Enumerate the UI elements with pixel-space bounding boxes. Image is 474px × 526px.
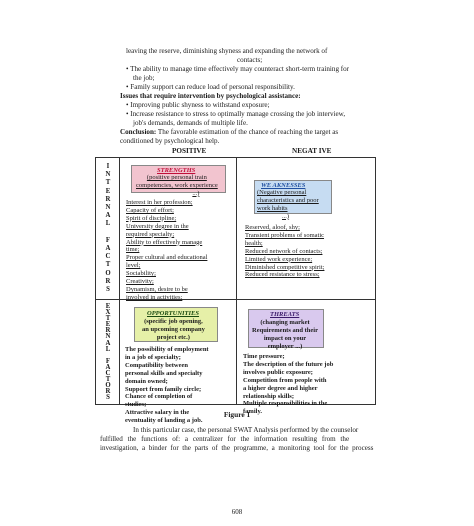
- threats-item: a higher degree and higher: [243, 384, 318, 392]
- internal-factors-letter: O: [105, 269, 111, 277]
- strengths-desc-3: ...): [192, 189, 200, 197]
- strengths-desc-2: competencies, work experience: [136, 181, 218, 189]
- footer-line-2: fulfilled the functions of: a centralizer for the information resulting from the: [100, 435, 350, 443]
- opportunities-item: Chance of completion of: [125, 393, 193, 401]
- negative-header: NEGAT IVE: [292, 147, 332, 155]
- internal-factors-letter: L: [105, 220, 111, 228]
- conclusion-line-1: [120, 128, 338, 137]
- opportunities-item: eventuality of landing a job.: [125, 417, 203, 425]
- strengths-item: time;: [126, 246, 140, 254]
- threats-desc-4: employer ...): [267, 342, 303, 350]
- weaknesses-desc-1: (Negative personal: [257, 189, 307, 196]
- issue-line-2: • Increase resistance to stress to optimally manage crossing the job interview,: [126, 110, 346, 118]
- strengths-list: [126, 199, 207, 302]
- weaknesses-title: WE AKNESSES: [261, 182, 306, 189]
- external-factors-letter: T: [105, 376, 111, 384]
- threats-desc-2: Requirements and their: [252, 326, 318, 334]
- opportunities-item: personal skills and specialty: [125, 369, 203, 377]
- external-factors-letter: F: [105, 357, 111, 365]
- issue-line-3: job's demands, demands of multiple life.: [133, 119, 248, 127]
- threats-item: involves public exposure;: [243, 368, 313, 376]
- strengths-title: STRENGTHS: [157, 167, 196, 174]
- strengths-item: Proper cultural and educational: [126, 254, 208, 262]
- threats-item: relationship skills;: [243, 392, 294, 400]
- internal-factors-letter: N: [105, 204, 111, 212]
- weaknesses-item: Reduced resistance to stress;: [245, 271, 320, 279]
- threats-desc-1: (changing market: [260, 319, 310, 326]
- internal-factors-letter: N: [105, 171, 111, 179]
- external-factors-letter: X: [105, 309, 111, 317]
- threats-item: family.: [243, 408, 262, 416]
- external-factors-letter: T: [105, 315, 111, 323]
- external-factors-letter: A: [105, 339, 111, 347]
- page-number: 608: [231, 508, 243, 516]
- strengths-item: involved in activities;: [126, 293, 183, 301]
- strengths-item: University degree in the: [126, 222, 189, 230]
- column-divider: [236, 158, 237, 404]
- threats-item: Time pressure;: [243, 353, 285, 360]
- external-factors-letter: E: [105, 303, 111, 310]
- intro-line-4: the job;: [133, 74, 155, 82]
- internal-factors-letter: C: [105, 253, 111, 261]
- conclusion-label: Conclusion:: [120, 128, 157, 136]
- internal-factors-letter: E: [105, 187, 111, 195]
- strengths-item: required specialty;: [126, 230, 175, 238]
- threats-item: Multiple responsibilities in the: [243, 400, 328, 408]
- opportunities-item: The possibility of employment: [125, 346, 209, 353]
- threats-desc-3: impact on your: [263, 334, 307, 342]
- threats-list: [243, 353, 333, 416]
- opportunities-item: Support from family circle;: [125, 385, 202, 393]
- opportunities-item: Compatibility between: [125, 361, 189, 369]
- strengths-item: level;: [126, 262, 141, 270]
- external-factors-letter: S: [106, 394, 110, 402]
- threats-description: [252, 319, 318, 351]
- external-factors-letter: C: [105, 370, 111, 378]
- weaknesses-desc-4: ...): [282, 212, 290, 220]
- issues-heading: Issues that require intervention by psychological assistance:: [120, 92, 301, 100]
- opportunities-item: domain owned;: [125, 377, 168, 385]
- strengths-description: [136, 174, 218, 198]
- opportunities-item: Attractive salary in the: [125, 409, 190, 417]
- strengths-item: Dynamism, desire to be: [126, 285, 188, 293]
- internal-factors-letter: R: [105, 277, 111, 285]
- opportunities-desc-1: (specific job opening,: [144, 318, 203, 325]
- threats-item: The description of the future job: [243, 360, 334, 368]
- conclusion-line-2: conditioned by psychological help.: [120, 137, 220, 145]
- weaknesses-item: Transient problems of somatic: [245, 231, 325, 239]
- threats-item: Competition from people with: [243, 376, 327, 384]
- internal-factors-letter: T: [105, 261, 111, 269]
- weaknesses-item: Limited work experience;: [245, 255, 313, 263]
- internal-factors-letter: T: [105, 179, 111, 187]
- opportunities-title: OPPORTUNITIES: [147, 310, 200, 317]
- strengths-item: Capacity of effort;: [126, 206, 174, 214]
- figure-caption: Figure 1: [223, 410, 251, 419]
- internal-factors-letter: I: [106, 163, 110, 170]
- external-factors-letter: O: [105, 382, 111, 390]
- external-factors-letter: E: [105, 321, 111, 329]
- opportunities-item: studies;: [125, 401, 147, 409]
- opportunities-desc-2: an upcoming company: [142, 325, 205, 333]
- conclusion-text: The favorable estimation of the chance of reaching the target as: [156, 128, 339, 136]
- weaknesses-item: Diminished competitive spirit;: [245, 263, 325, 271]
- intro-line-3: • The ability to manage time effectively may counteract short-term training for: [126, 65, 350, 73]
- strengths-item: Spirit of discipline;: [126, 214, 177, 222]
- footer-line-3: investigation, a binder for the parts of the programme, a monitoring tool for the process: [100, 444, 374, 452]
- opportunities-item: in a job of specialty;: [125, 353, 181, 361]
- intro-line-2: contacts;: [237, 56, 263, 64]
- positive-header: POSITIVE: [172, 147, 207, 155]
- external-factors-letter: N: [105, 333, 111, 341]
- strengths-item: Sociability;: [126, 270, 156, 278]
- internal-factors-letter: F: [105, 236, 111, 244]
- internal-factors-letter: [102, 229, 114, 237]
- strengths-desc-1: (positive personal train: [146, 174, 207, 181]
- strengths-item: Creativity;: [126, 278, 154, 286]
- opportunities-desc-3: project etc.): [156, 333, 190, 341]
- weaknesses-item: Reduced network of contacts;: [245, 247, 323, 255]
- external-factors-letter: R: [105, 327, 111, 335]
- intro-line-1: leaving the reserve, diminishing shyness and expanding the network of: [126, 47, 328, 55]
- weaknesses-item: health;: [245, 239, 263, 247]
- weaknesses-desc-3: work habits: [257, 204, 288, 212]
- intro-line-5: • Family support can reduce load of personal responsibility.: [126, 83, 295, 91]
- internal-factors-letter: R: [105, 195, 111, 203]
- weaknesses-desc-2: characteristics and poor: [257, 196, 319, 204]
- external-factors-letter: L: [105, 345, 111, 353]
- external-factors-label: [102, 304, 114, 402]
- external-factors-letter: R: [105, 388, 111, 396]
- internal-factors-letter: A: [105, 212, 111, 220]
- weaknesses-item: Reserved, aloof, shy;: [245, 224, 300, 231]
- issue-line-1: • Improving public shyness to withstand exposure;: [126, 101, 270, 109]
- weaknesses-list: [245, 224, 324, 279]
- strengths-item: Ability to effectively manage: [126, 238, 203, 246]
- internal-factors-label: [102, 163, 114, 294]
- opportunities-description: [142, 318, 205, 342]
- internal-factors-letter: A: [105, 245, 111, 253]
- footer-line-1: In this particular case, the personal SWAT Analysis performed by the counselor: [133, 426, 359, 434]
- weaknesses-description: [257, 189, 319, 221]
- threats-title: THREATS: [270, 311, 300, 318]
- strengths-item: Interest in her profession;: [126, 199, 193, 206]
- row-label-divider: [119, 158, 120, 404]
- internal-factors-letter: S: [106, 286, 110, 294]
- external-factors-letter: A: [105, 363, 111, 371]
